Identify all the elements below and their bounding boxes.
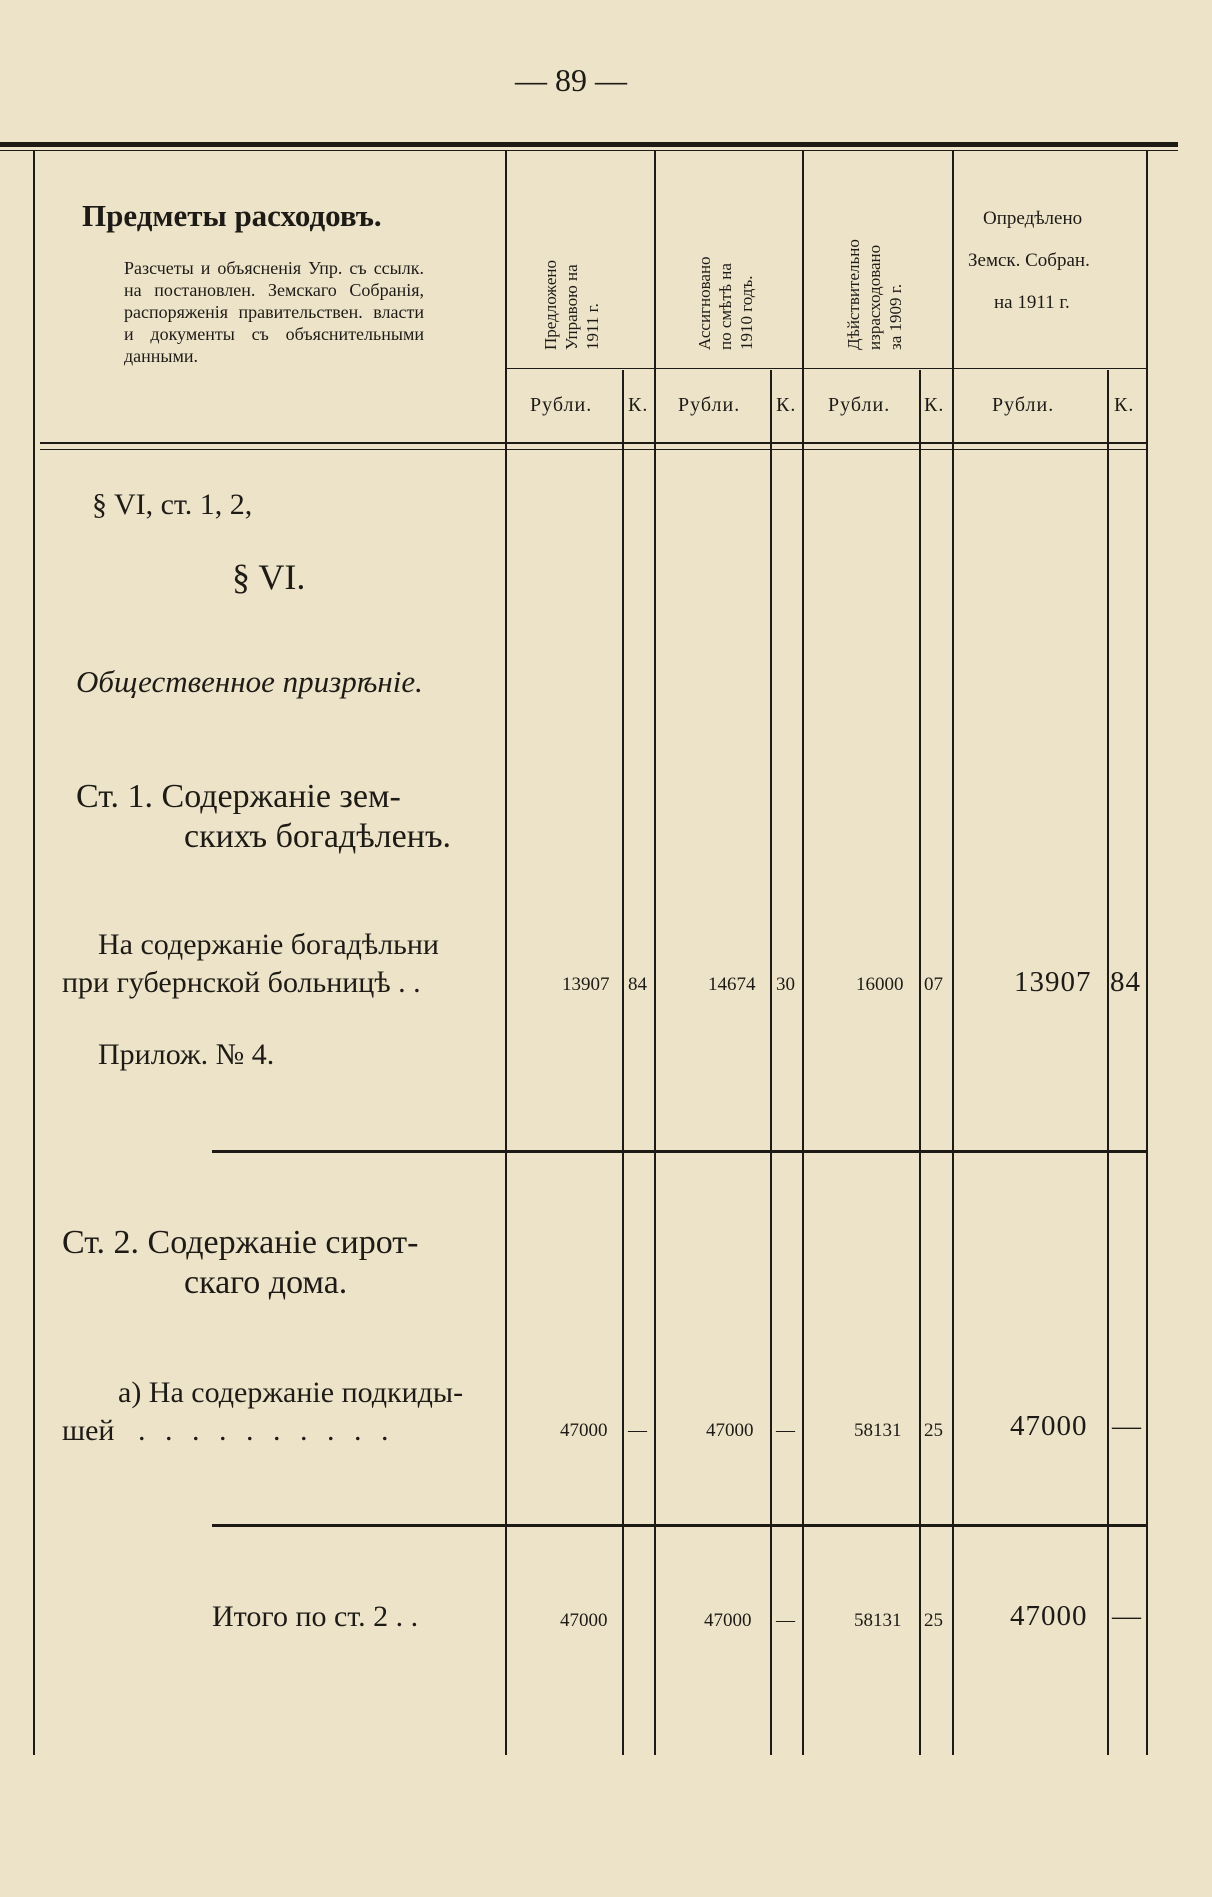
col-line (1107, 370, 1109, 1755)
article2-assigned-kopecks: — (776, 1420, 795, 1441)
top-rule-thin (0, 150, 1178, 151)
article1-actual-rubles: 16000 (856, 974, 904, 995)
section-subtitle: Общественное призрѣніе. (76, 664, 423, 699)
article1-item: На содержаніе богадѣльни (98, 928, 439, 961)
col-decided-title-3: на 1911 г. (994, 292, 1070, 313)
total-assigned-rubles: 47000 (704, 1610, 752, 1631)
col-assigned-title: Ассигновано по смѣтѣ на 1910 годъ. (695, 256, 756, 350)
article2-title-cont: скаго дома. (184, 1264, 348, 1301)
row-separator (212, 1524, 1146, 1527)
article1-title-cont: скихъ богадѣленъ. (184, 818, 452, 855)
unit-rubles: Рубли. (828, 394, 891, 416)
article1-assigned-kopecks: 30 (776, 974, 795, 995)
article2-proposed-kopecks: — (628, 1420, 647, 1441)
col-line (505, 150, 507, 1755)
col-line (919, 370, 921, 1755)
article1-title: Ст. 1. Содержаніе зем- (76, 778, 401, 815)
col-line (622, 370, 624, 1755)
page-number: — 89 — (515, 62, 627, 98)
article1-assigned-rubles: 14674 (708, 974, 756, 995)
article1-item-cont: при губернской больницѣ . . (62, 966, 421, 999)
col-decided-title-2: Земск. Собран. (968, 250, 1090, 271)
article1-actual-kopecks: 07 (924, 974, 943, 995)
header-rule (40, 442, 1146, 444)
header-subrule (505, 368, 1146, 369)
col-line (33, 150, 35, 1755)
top-rule (0, 142, 1178, 147)
unit-kopecks: К. (924, 394, 945, 416)
col-decided-title-1: Опредѣлено (983, 208, 1083, 229)
total-label: Итого по ст. 2 . . (212, 1600, 419, 1633)
article2-item: а) На содержаніе подкиды- (118, 1376, 464, 1409)
article2-actual-rubles: 58131 (854, 1420, 902, 1441)
col-line (770, 370, 772, 1755)
unit-kopecks: К. (1114, 394, 1135, 416)
col-proposed-title: Предложено Управою на 1911 г. (541, 260, 602, 350)
article1-decided-rubles: 13907 (1014, 966, 1092, 998)
unit-kopecks: К. (776, 394, 797, 416)
article2-item-dots: . . . . . . . . . . (138, 1414, 395, 1447)
section-reference: § VI, ст. 1, 2, (92, 488, 253, 521)
items-column-title: Предметы расходовъ. (82, 198, 382, 233)
total-decided-kopecks: — (1112, 1600, 1142, 1632)
total-proposed-rubles: 47000 (560, 1610, 608, 1631)
items-column-description: Разсчеты и объясненія Упр. съ ссылк. на постановлен. Земскаго Собранія, распоряженія правительствен. власти и документы съ объяснительными данными. (124, 258, 424, 366)
article2-decided-kopecks: — (1112, 1410, 1142, 1442)
total-assigned-kopecks: — (776, 1610, 795, 1631)
article2-title: Ст. 2. Содержаніе сирот- (62, 1224, 419, 1261)
unit-rubles: Рубли. (530, 394, 593, 416)
unit-kopecks: К. (628, 394, 649, 416)
total-decided-rubles: 47000 (1010, 1600, 1088, 1632)
total-actual-rubles: 58131 (854, 1610, 902, 1631)
col-line (952, 150, 954, 1755)
section-title: § VI. (232, 557, 306, 597)
article2-assigned-rubles: 47000 (706, 1420, 754, 1441)
article2-actual-kopecks: 25 (924, 1420, 943, 1441)
article1-decided-kopecks: 84 (1110, 966, 1141, 998)
article1-appendix: Прилож. № 4. (98, 1038, 275, 1071)
article2-decided-rubles: 47000 (1010, 1410, 1088, 1442)
header-rule (40, 449, 1146, 450)
col-line (654, 150, 656, 1755)
col-line (802, 150, 804, 1755)
article1-proposed-rubles: 13907 (562, 974, 610, 995)
article2-item-cont: шей (62, 1414, 115, 1447)
unit-rubles: Рубли. (992, 394, 1055, 416)
row-separator (212, 1150, 1146, 1153)
col-actual-title: Дѣйствительно израсходовано за 1909 г. (844, 239, 905, 350)
unit-rubles: Рубли. (678, 394, 741, 416)
col-line (1146, 150, 1148, 1755)
total-actual-kopecks: 25 (924, 1610, 943, 1631)
article1-proposed-kopecks: 84 (628, 974, 647, 995)
article2-proposed-rubles: 47000 (560, 1420, 608, 1441)
